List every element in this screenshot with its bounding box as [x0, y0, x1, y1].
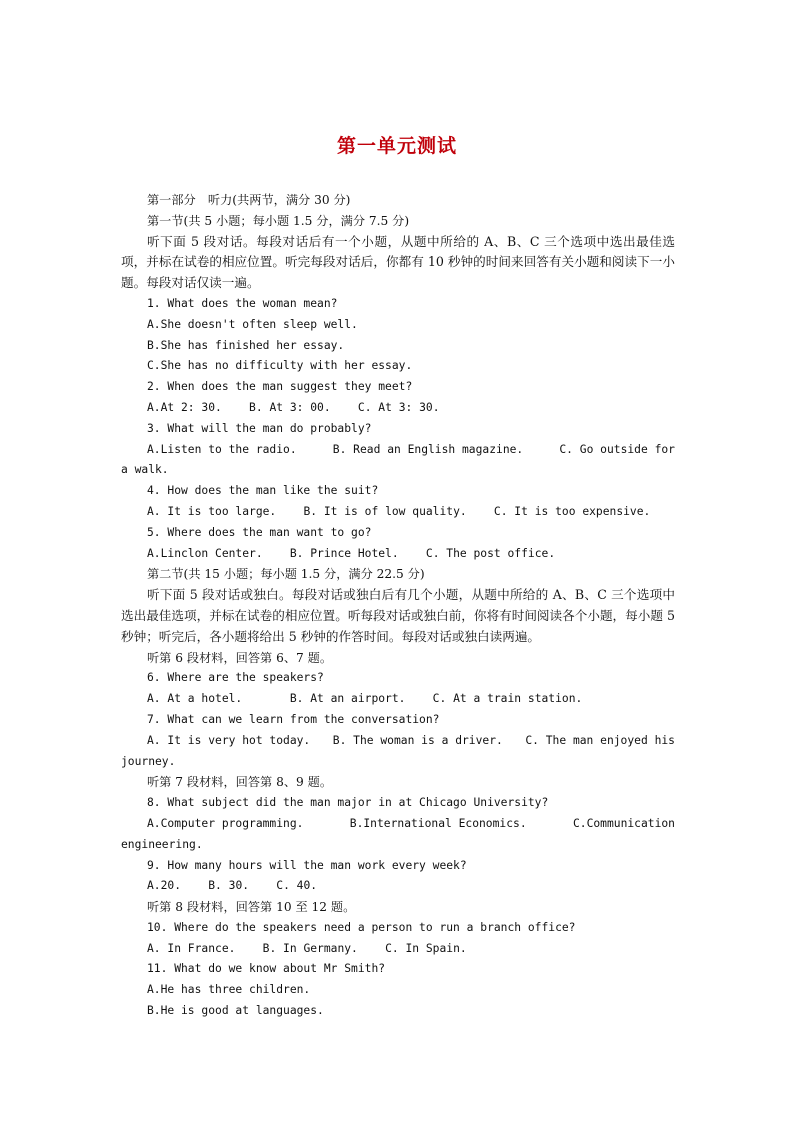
q7-option-c-continued: journey.	[121, 754, 176, 768]
q4-option-a: A. It is too large.	[147, 504, 277, 518]
q7-option-b: B. The woman is a driver.	[332, 733, 503, 747]
question-5: 5. Where does the man want to go?	[147, 525, 372, 539]
question-6: 6. Where are the speakers?	[147, 671, 324, 685]
question-10: 10. Where do the speakers need a person to run a branch office?	[147, 920, 576, 934]
q1-option-a: A.She doesn't often sleep well.	[147, 317, 358, 331]
q7-option-a: A. It is very hot today.	[147, 733, 311, 747]
exam-content	[121, 190, 675, 1022]
q8-option-b: B.International Economics.	[349, 816, 527, 830]
q4-option-c: C. It is too expensive.	[493, 504, 651, 518]
q8-option-a: A.Computer programming.	[147, 816, 304, 830]
material-8-heading: 听第 8 段材料，回答第 10 至 12 题。	[147, 900, 356, 915]
question-2: 2. When does the man suggest they meet?	[147, 380, 413, 394]
question-4: 4. How does the man like the suit?	[147, 484, 379, 498]
q10-option-b: B. In Germany.	[262, 941, 358, 955]
q9-options	[121, 876, 675, 897]
q5-option-a: A.Linclon Center.	[147, 546, 263, 560]
q10-option-c: C. In Spain.	[385, 941, 467, 955]
q5-option-c: C. The post office.	[425, 546, 556, 560]
q9-option-a: A.20.	[147, 879, 182, 893]
section1-header: 第一节(共 5 小题；每小题 1.5 分，满分 7.5 分)	[147, 213, 410, 228]
question-1: 1. What does the woman mean?	[147, 296, 338, 310]
q6-option-b: B. At an airport.	[289, 692, 406, 706]
q3-option-b: B. Read an English magazine.	[332, 442, 524, 456]
q8-options	[121, 814, 675, 835]
question-7: 7. What can we learn from the conversation?	[147, 712, 440, 726]
q11-option-b: B.He is good at languages.	[147, 1004, 324, 1018]
section1-instructions: 听下面 5 段对话。每段对话后有一个小题，从题中所给的 A、B、C 三个选项中选出最佳选项，并标在试卷的相应位置。听完每段对话后，你都有 10 秒钟的时间来回答有关小题和阅读下一小题。每段对话仅读一遍。	[121, 233, 675, 291]
question-3: 3. What will the man do probably?	[147, 421, 372, 435]
q7-options	[121, 731, 675, 752]
q9-option-c: C. 40.	[276, 879, 318, 893]
q8-option-c-continued: engineering.	[121, 837, 203, 851]
q3-option-a: A.Listen to the radio.	[147, 442, 297, 456]
q7-option-c: C. The man enjoyed his	[525, 733, 675, 747]
section2-header: 第二节(共 15 小题；每小题 1.5 分，满分 22.5 分)	[147, 567, 425, 582]
q2-options	[121, 398, 675, 419]
q9-option-b: B. 30.	[208, 879, 250, 893]
material-7-heading: 听第 7 段材料，回答第 8、9 题。	[147, 775, 333, 790]
q8-option-c: C.Communication	[572, 816, 675, 830]
q6-option-c: C. At a train station.	[432, 692, 583, 706]
question-11: 11. What do we know about Mr Smith?	[147, 962, 386, 976]
q4-options	[121, 502, 675, 523]
q3-option-c-continued: a walk.	[121, 463, 169, 477]
material-6-heading: 听第 6 段材料，回答第 6、7 题。	[147, 650, 333, 665]
page-title: 第一单元测试	[336, 135, 457, 157]
q10-options	[121, 939, 675, 960]
q1-option-b: B.She has finished her essay.	[147, 338, 345, 352]
q1-option-c: C.She has no difficulty with her essay.	[147, 359, 413, 373]
q10-option-a: A. In France.	[147, 941, 236, 955]
q6-option-a: A. At a hotel.	[147, 692, 243, 706]
part1-header: 第一部分 听力(共两节，满分 30 分)	[147, 193, 351, 207]
q5-options	[121, 544, 675, 565]
question-8: 8. What subject did the man major in at Chicago University?	[147, 796, 549, 810]
q3-options	[121, 440, 675, 461]
q4-option-b: B. It is of low quality.	[303, 504, 467, 518]
question-9: 9. How many hours will the man work every week?	[147, 858, 467, 872]
q6-options	[121, 689, 675, 710]
q3-option-c: C. Go outside for	[559, 442, 675, 456]
q2-option-a: A.At 2: 30.	[147, 400, 222, 414]
q2-option-c: C. At 3: 30.	[357, 400, 440, 414]
q5-option-b: B. Prince Hotel.	[289, 546, 399, 560]
q2-option-b: B. At 3: 00.	[249, 400, 331, 414]
section2-instructions: 听下面 5 段对话或独白。每段对话或独白后有几个小题，从题中所给的 A、B、C 三个选项中选出最佳选项，并标在试卷的相应位置。听每段对话或独白前，你将有时间阅读各个小题，每小题 5 秒钟；听完后，各小题将给出 5 秒钟的作答时间。每段对话或独白读两遍。	[121, 587, 675, 644]
q11-option-a: A.He has three children.	[147, 983, 311, 997]
